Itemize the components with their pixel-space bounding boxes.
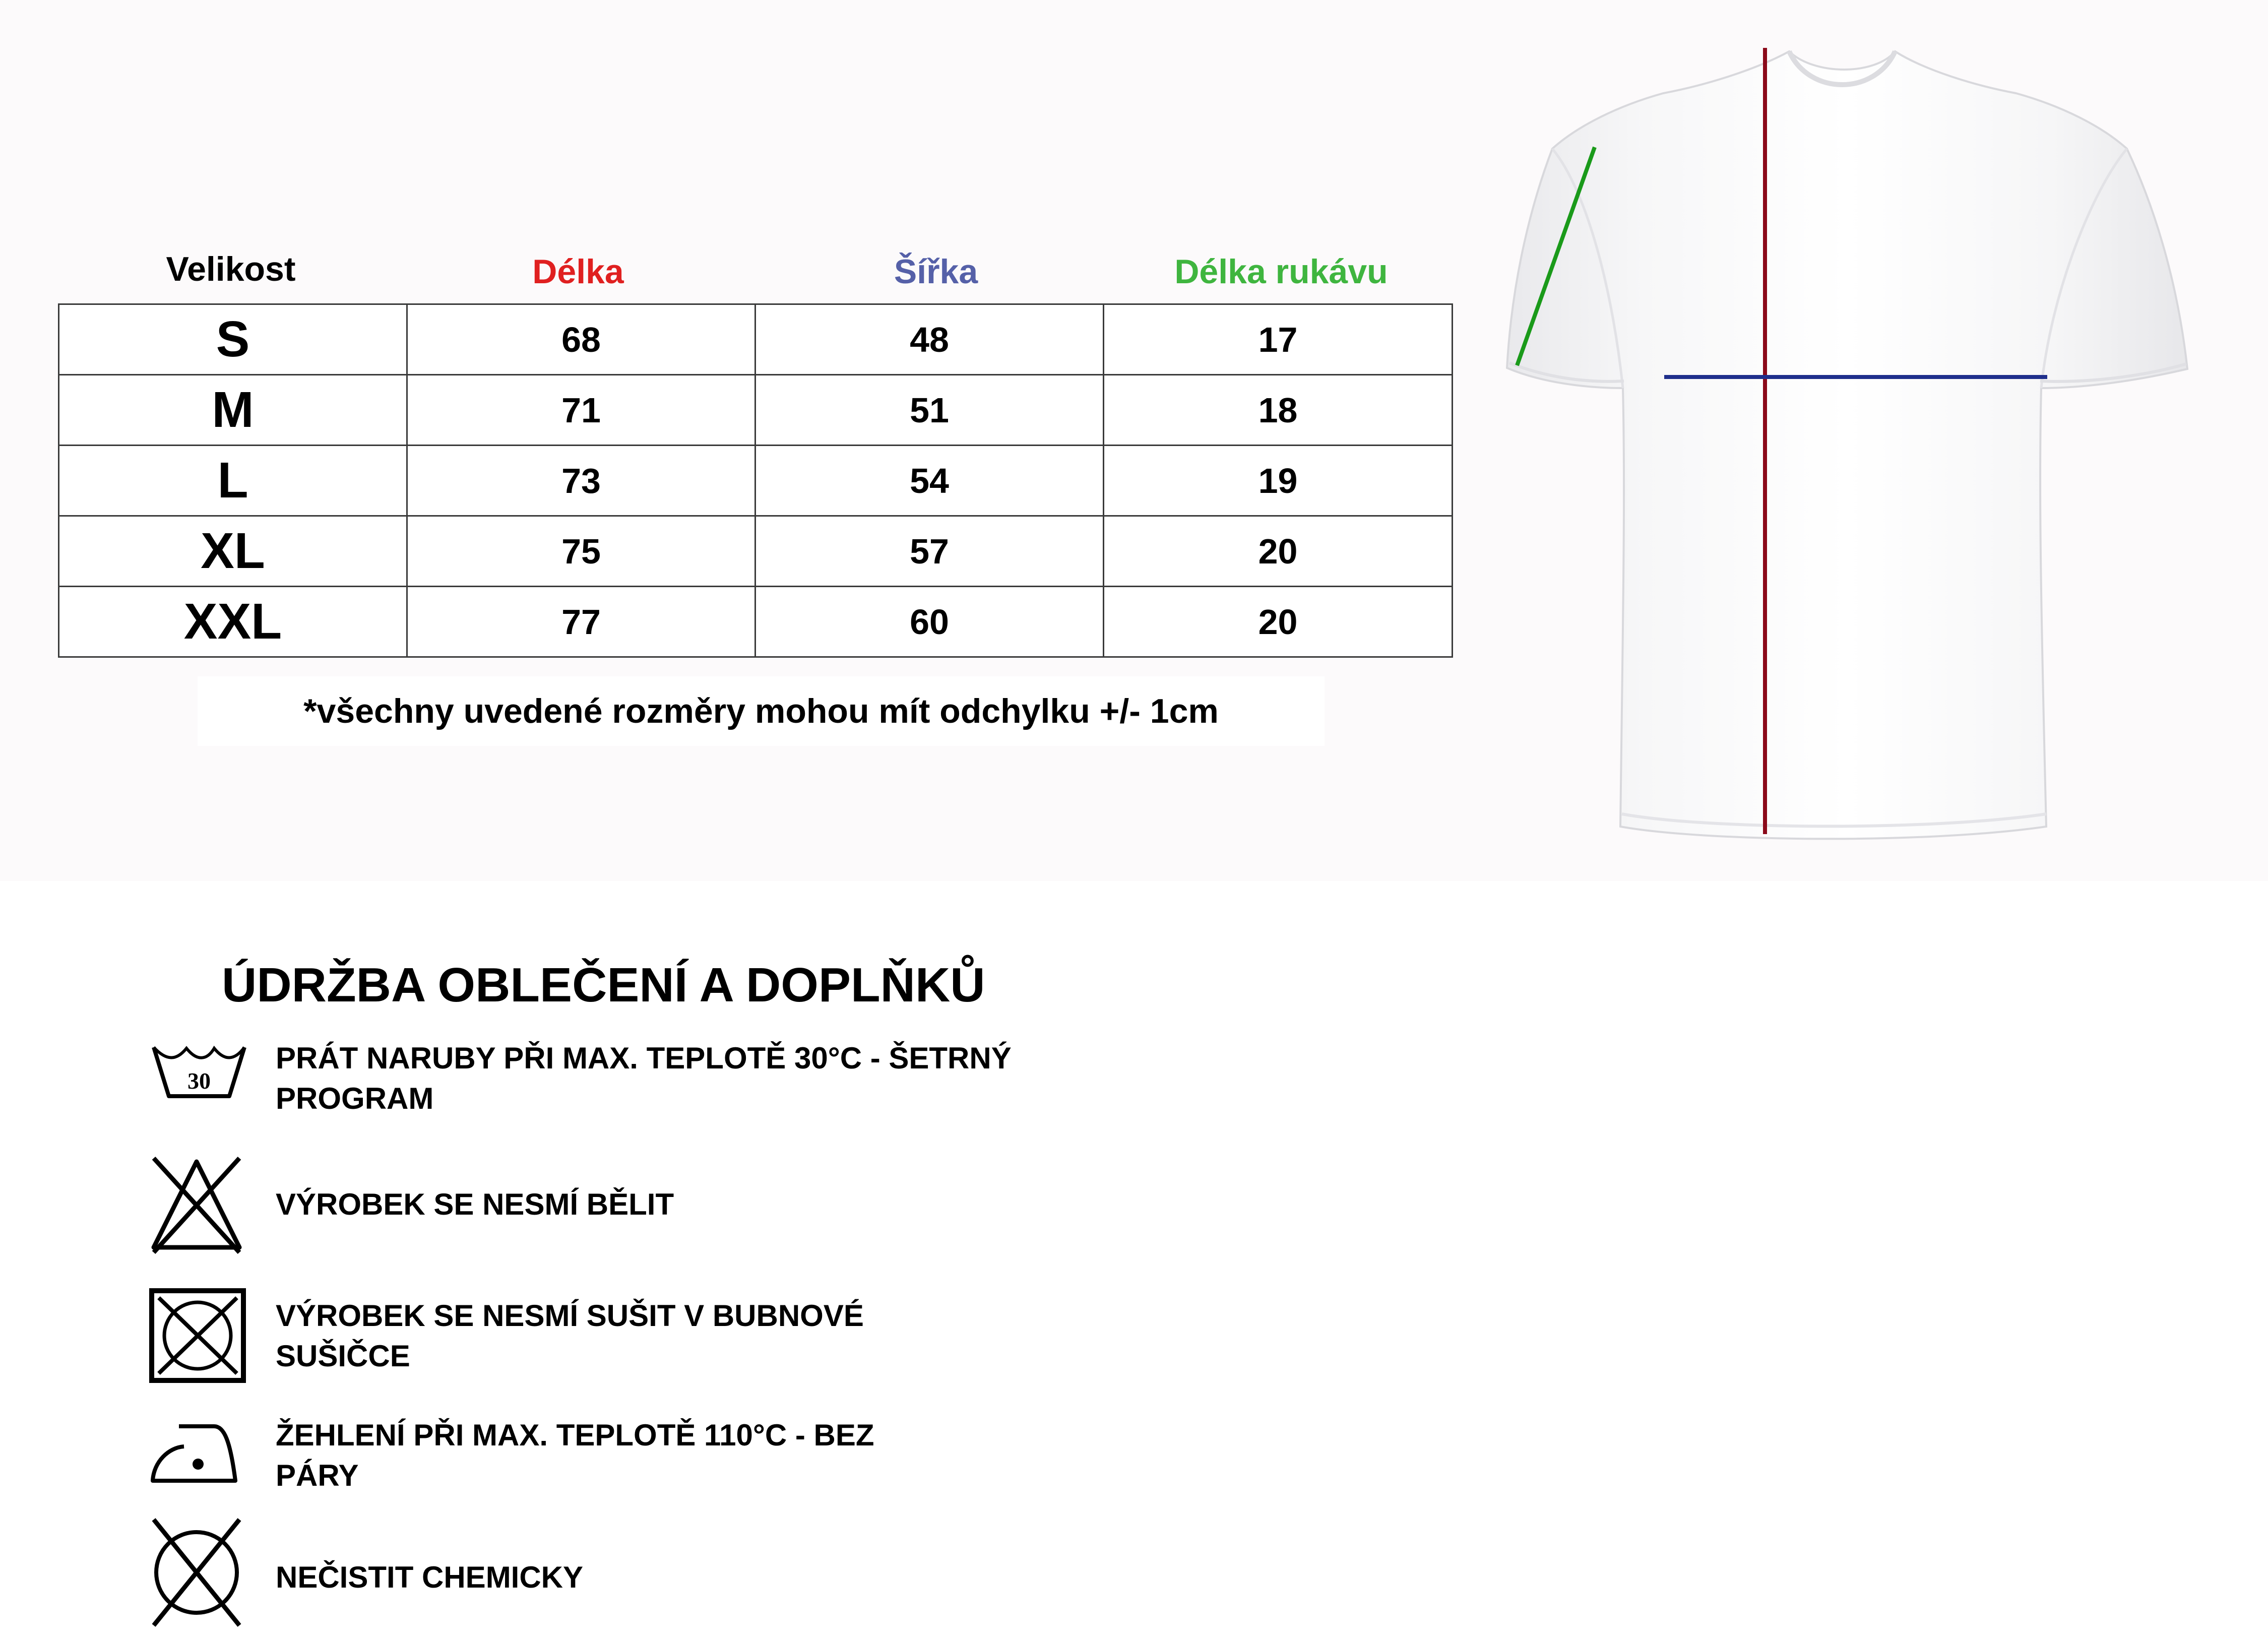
care-text-tumble: VÝROBEK SE NESMÍ SUŠIT V BUBNOVÉ SUŠIČCE: [276, 1299, 864, 1373]
size-cell: S: [59, 304, 407, 375]
care-text-wash: PRÁT NARUBY PŘI MAX. TEPLOTĚ 30°C - ŠETRNÝ PROGRAM: [276, 1041, 1012, 1115]
width-cell: 54: [755, 446, 1104, 516]
header-width: Šířka: [894, 253, 978, 291]
sleeve-cell: 19: [1104, 446, 1453, 516]
table-row: [59, 304, 1453, 375]
tshirt-measurement-diagram: [1492, 40, 2208, 852]
width-cell: 57: [755, 516, 1104, 587]
tshirt-body: [1507, 51, 2187, 839]
width-cell: 48: [755, 304, 1104, 375]
sleeve-cell: 17: [1104, 304, 1453, 375]
iron-low-temp-icon: [149, 1411, 244, 1487]
no-dry-clean-icon: [149, 1517, 244, 1628]
length-cell: 68: [407, 304, 755, 375]
header-size: Velikost: [166, 250, 296, 288]
size-cell: XXL: [59, 587, 407, 657]
sleeve-cell: 20: [1104, 587, 1453, 657]
length-cell: 75: [407, 516, 755, 587]
table-row: [59, 516, 1453, 587]
care-text-bleach: VÝROBEK SE NESMÍ BĚLIT: [276, 1187, 674, 1221]
sleeve-cell: 20: [1104, 516, 1453, 587]
header-length: Délka: [532, 253, 624, 291]
no-bleach-icon: [149, 1154, 244, 1255]
wash-temp-label: 30: [187, 1068, 211, 1094]
table-row: [59, 375, 1453, 446]
table-row: [59, 446, 1453, 516]
width-cell: 60: [755, 587, 1104, 657]
care-text-iron: ŽEHLENÍ PŘI MAX. TEPLOTĚ 110°C - BEZ PÁRY: [276, 1418, 874, 1492]
size-table: [58, 303, 1453, 658]
length-cell: 71: [407, 375, 755, 446]
width-cell: 51: [755, 375, 1104, 446]
header-sleeve-length: Délka rukávu: [1174, 253, 1388, 291]
length-cell: 77: [407, 587, 755, 657]
tolerance-note: *všechny uvedené rozměry mohou mít odchylku +/- 1cm: [198, 676, 1325, 746]
sleeve-cell: 18: [1104, 375, 1453, 446]
care-text-dryclean: NEČISTIT CHEMICKY: [276, 1560, 584, 1594]
wash-30-gentle-icon: [149, 1038, 249, 1104]
size-cell: L: [59, 446, 407, 516]
no-tumble-dry-icon: [149, 1288, 247, 1383]
length-cell: 73: [407, 446, 755, 516]
size-cell: M: [59, 375, 407, 446]
care-title: ÚDRŽBA OBLEČENÍ A DOPLŇKŮ: [222, 958, 985, 1012]
table-row: [59, 587, 1453, 657]
size-cell: XL: [59, 516, 407, 587]
